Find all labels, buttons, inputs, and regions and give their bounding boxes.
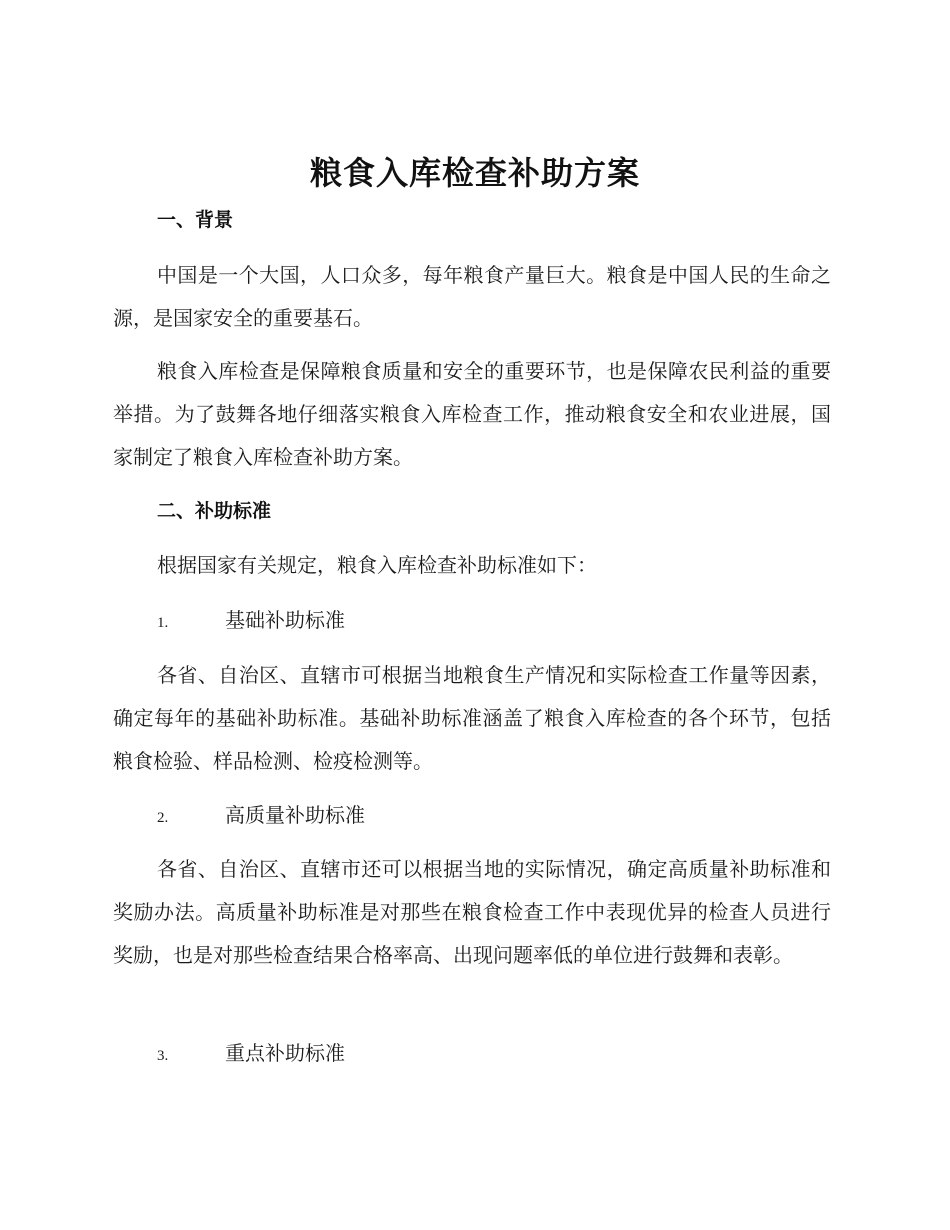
section-heading-background: 一、背景 [157,209,234,231]
list-item-number: 2. [157,810,169,826]
basic-subsidy-paragraph: 各省、自治区、直辖市可根据当地粮食生产情况和实际检查工作量等因素，确定每年的基础补助标准。基础补助标准涵盖了粮食入库检查的各个环节，包括粮食检验、样品检测、检疫检测等。 [113,663,831,773]
background-paragraph-1: 中国是一个大国，人口众多，每年粮食产量巨大。粮食是中国人民的生命之源，是国家安全的重要基石。 [113,263,831,330]
high-quality-subsidy-paragraph: 各省、自治区、直辖市还可以根据当地的实际情况，确定高质量补助标准和奖励办法。高质量补助标准是对那些在粮食检查工作中表现优异的检查人员进行奖励，也是对那些检查结果合格率高、出现问题率低的单位进行鼓舞和表彰。 [113,857,831,967]
subsidy-intro-paragraph: 根据国家有关规定，粮食入库检查补助标准如下： [157,553,597,577]
list-item-key-subsidy [157,1039,345,1070]
list-item-number: 1. [157,615,169,631]
background-paragraph-2: 粮食入库检查是保障粮食质量和安全的重要环节，也是保障农民利益的重要举措。为了鼓舞各地仔细落实粮食入库检查工作，推动粮食安全和农业进展，国家制定了粮食入库检查补助方案。 [113,359,831,469]
section-heading-subsidy-standards: 二、补助标准 [157,500,272,522]
list-item-number: 3. [157,1048,169,1064]
list-item-high-quality-subsidy [157,801,365,832]
list-item-label: 重点补助标准 [225,1041,345,1065]
list-item-basic-subsidy [157,606,345,637]
list-item-label: 高质量补助标准 [225,803,365,827]
page-title: 粮食入库检查补助方案 [309,154,640,192]
list-item-label: 基础补助标准 [225,608,345,632]
